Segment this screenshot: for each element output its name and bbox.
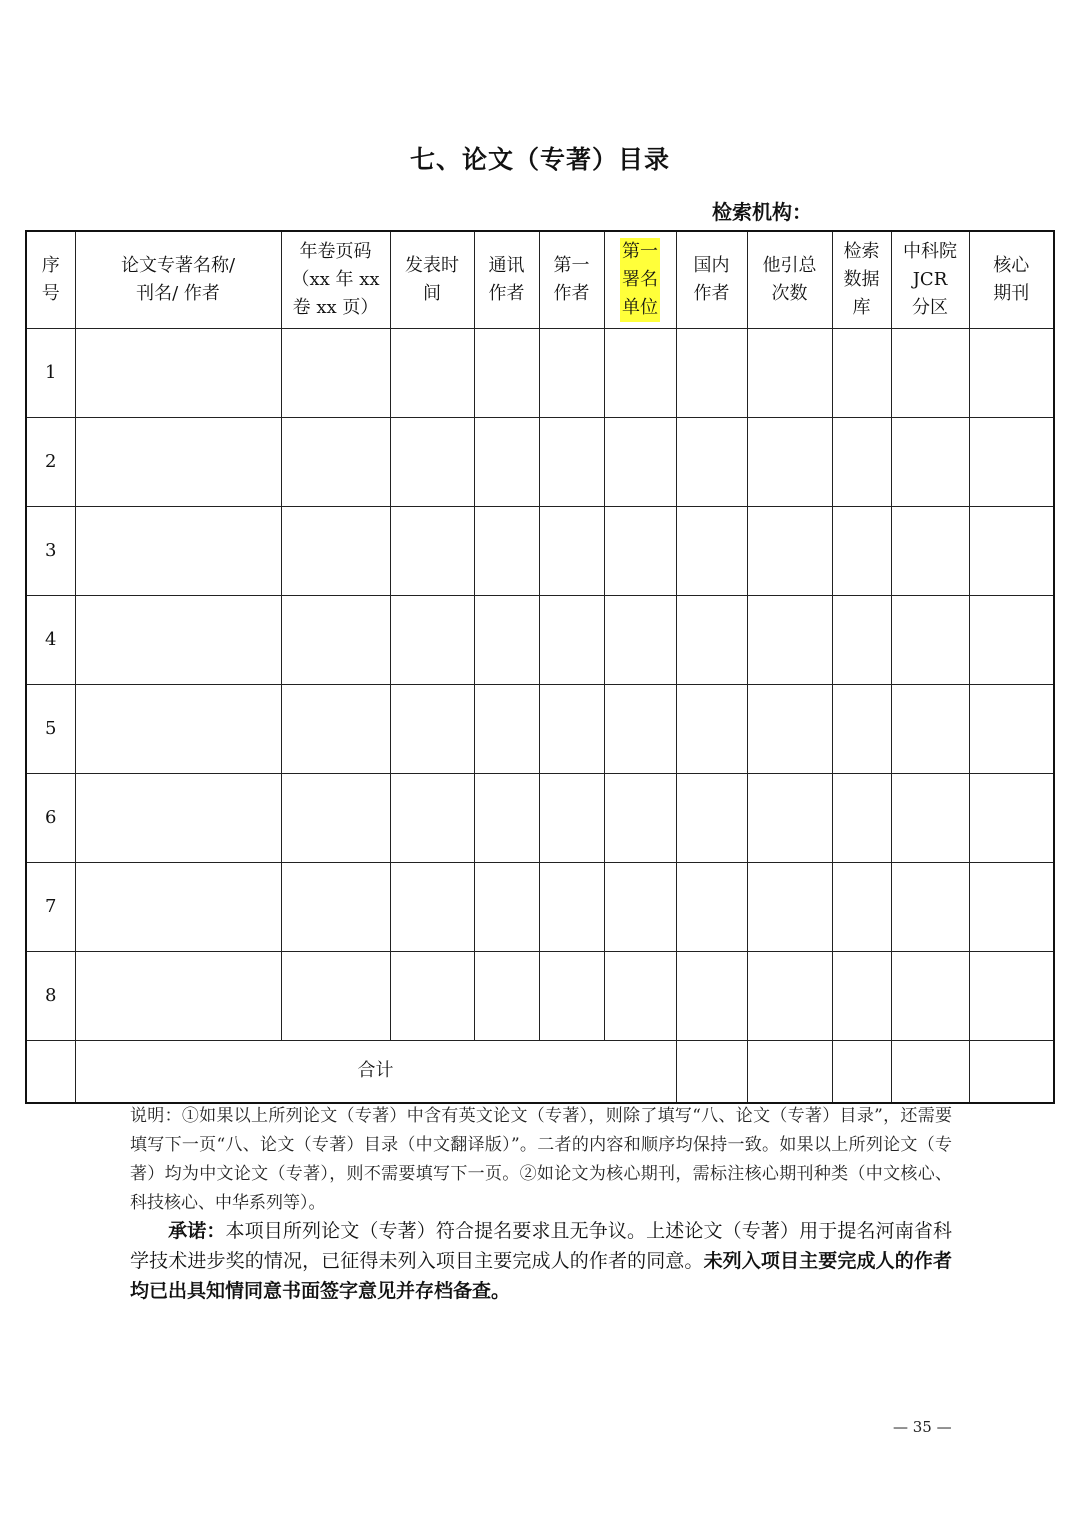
header-publish-time: 发表时 间 <box>390 231 474 328</box>
table-cell[interactable] <box>474 417 539 506</box>
table-cell[interactable] <box>969 328 1054 417</box>
table-cell[interactable] <box>832 328 891 417</box>
header-volume-pages: 年卷页码 （xx 年 xx 卷 xx 页） <box>281 231 390 328</box>
table-cell[interactable] <box>676 684 747 773</box>
table-cell[interactable] <box>539 506 604 595</box>
table-row <box>26 773 1054 862</box>
table-cell[interactable] <box>747 595 832 684</box>
table-cell[interactable] <box>969 595 1054 684</box>
promise-text: 本项目所列论文（专著）符合提名要求且无争议。上述论文（专著）用于提名河南省科学技术进步奖的情况，已征得未列入项目主要完成人的作者的同意。 <box>130 1220 952 1272</box>
table-cell[interactable] <box>75 595 281 684</box>
table-cell[interactable] <box>281 595 390 684</box>
table-cell[interactable] <box>969 951 1054 1040</box>
table-row <box>26 328 1054 417</box>
table-cell[interactable] <box>390 506 474 595</box>
table-cell[interactable] <box>390 684 474 773</box>
header-first-affiliation <box>604 231 676 328</box>
table-cell[interactable] <box>539 773 604 862</box>
table-cell[interactable] <box>604 951 676 1040</box>
table-cell[interactable] <box>969 684 1054 773</box>
total-row <box>26 1040 1054 1103</box>
table-row <box>26 417 1054 506</box>
table-cell[interactable] <box>747 773 832 862</box>
table-cell[interactable] <box>390 328 474 417</box>
table-cell[interactable] <box>832 951 891 1040</box>
table-cell[interactable] <box>891 328 969 417</box>
table-cell[interactable] <box>474 595 539 684</box>
table-cell[interactable] <box>604 684 676 773</box>
table-cell[interactable] <box>832 506 891 595</box>
row-number: 4 <box>26 595 75 684</box>
table-cell[interactable] <box>281 951 390 1040</box>
header-domestic-author: 国内 作者 <box>676 231 747 328</box>
table-cell[interactable] <box>604 595 676 684</box>
header-jcr-partition: 中科院 JCR 分区 <box>891 231 969 328</box>
table-row <box>26 506 1054 595</box>
table-cell[interactable] <box>604 328 676 417</box>
table-cell[interactable] <box>604 862 676 951</box>
table-cell[interactable] <box>539 862 604 951</box>
table-cell[interactable] <box>747 684 832 773</box>
table-cell[interactable] <box>891 417 969 506</box>
table-cell[interactable] <box>969 862 1054 951</box>
table-cell[interactable] <box>474 862 539 951</box>
table-cell[interactable] <box>604 417 676 506</box>
total-label: 合计 <box>75 1040 676 1103</box>
table-cell[interactable] <box>604 773 676 862</box>
header-citation-count: 他引总 次数 <box>747 231 832 328</box>
table-cell[interactable] <box>969 506 1054 595</box>
table-cell[interactable] <box>832 595 891 684</box>
table-cell[interactable] <box>832 417 891 506</box>
table-cell[interactable] <box>747 417 832 506</box>
table-row <box>26 862 1054 951</box>
table-cell[interactable] <box>969 773 1054 862</box>
promise-paragraph <box>130 1216 952 1306</box>
row-number: 5 <box>26 684 75 773</box>
table-cell[interactable] <box>969 417 1054 506</box>
table-cell[interactable] <box>474 506 539 595</box>
table-cell[interactable] <box>390 862 474 951</box>
paper-catalog-table <box>25 230 1055 1104</box>
highlighted-text: 第一 署名 单位 <box>620 238 660 322</box>
notes-paragraph: 说明：①如果以上所列论文（专著）中含有英文论文（专著），则除了填写“八、论文（专著）目录”，还需要填写下一页“八、论文（专著）目录（中文翻译版）”。二者的内容和顺序均保持一致。如果以上所列论文（专著）均为中文论文（专著），则不需要填写下一页。②如论文为核心期刊，需标注核心期刊种类（中文核心、科技核心、中华系列等）。 <box>130 1106 952 1213</box>
table-cell[interactable] <box>676 328 747 417</box>
table-cell[interactable] <box>747 862 832 951</box>
table-cell[interactable] <box>75 506 281 595</box>
table-cell[interactable] <box>891 862 969 951</box>
table-header-row <box>26 231 1054 328</box>
table-cell[interactable] <box>676 506 747 595</box>
table-cell[interactable] <box>539 951 604 1040</box>
table-cell[interactable] <box>281 773 390 862</box>
table-cell[interactable] <box>281 417 390 506</box>
table-cell[interactable] <box>281 328 390 417</box>
table-cell[interactable] <box>390 417 474 506</box>
total-cell <box>832 1040 891 1103</box>
header-corresponding-author: 通讯 作者 <box>474 231 539 328</box>
table-cell[interactable] <box>75 862 281 951</box>
table-row <box>26 595 1054 684</box>
table-cell[interactable] <box>539 684 604 773</box>
table-cell[interactable] <box>75 951 281 1040</box>
table-cell[interactable] <box>75 684 281 773</box>
table-cell[interactable] <box>390 595 474 684</box>
table-cell[interactable] <box>604 506 676 595</box>
table-cell[interactable] <box>676 595 747 684</box>
table-cell[interactable] <box>832 773 891 862</box>
header-core-journal: 核心 期刊 <box>969 231 1054 328</box>
page-title: 七、论文（专著）目录 <box>409 145 670 174</box>
row-number: 3 <box>26 506 75 595</box>
total-cell <box>747 1040 832 1103</box>
table-cell[interactable] <box>390 951 474 1040</box>
table-cell[interactable] <box>832 684 891 773</box>
total-cell <box>969 1040 1054 1103</box>
table-cell[interactable] <box>539 595 604 684</box>
table-cell[interactable] <box>474 773 539 862</box>
row-number: 6 <box>26 773 75 862</box>
table-cell[interactable] <box>891 595 969 684</box>
row-number: 7 <box>26 862 75 951</box>
total-cell <box>891 1040 969 1103</box>
table-cell[interactable] <box>891 951 969 1040</box>
row-number: 2 <box>26 417 75 506</box>
header-title: 论文专著名称/ 刊名/ 作者 <box>75 231 281 328</box>
table-cell[interactable] <box>676 417 747 506</box>
table-cell[interactable] <box>539 328 604 417</box>
table-cell[interactable] <box>747 328 832 417</box>
page-number: — 35 — <box>893 1418 952 1436</box>
table-cell[interactable] <box>390 773 474 862</box>
table-row <box>26 951 1054 1040</box>
table-cell[interactable] <box>474 951 539 1040</box>
table-row <box>26 684 1054 773</box>
search-agency-label: 检索机构： <box>712 200 812 224</box>
header-first-author: 第一 作者 <box>539 231 604 328</box>
total-cell <box>676 1040 747 1103</box>
table-cell[interactable] <box>891 773 969 862</box>
table-cell[interactable] <box>891 684 969 773</box>
table-cell[interactable] <box>676 862 747 951</box>
table-cell[interactable] <box>676 773 747 862</box>
table-cell[interactable] <box>747 951 832 1040</box>
promise-bold-text: 未列入项目主要完成人的作者均已出具知情同意书面签字意见并存档备查。 <box>130 1250 952 1302</box>
table-cell[interactable] <box>75 773 281 862</box>
table-cell[interactable] <box>832 862 891 951</box>
row-number: 8 <box>26 951 75 1040</box>
table-cell[interactable] <box>474 684 539 773</box>
table-cell[interactable] <box>75 328 281 417</box>
header-seq: 序 号 <box>26 231 75 328</box>
promise-label: 承诺： <box>168 1220 226 1242</box>
table-cell[interactable] <box>281 862 390 951</box>
table-cell[interactable] <box>891 506 969 595</box>
table-cell[interactable] <box>281 506 390 595</box>
total-seq-cell <box>26 1040 75 1103</box>
row-number: 1 <box>26 328 75 417</box>
header-search-database: 检索 数据 库 <box>832 231 891 328</box>
table-cell[interactable] <box>747 506 832 595</box>
table-cell[interactable] <box>75 417 281 506</box>
table-cell[interactable] <box>474 328 539 417</box>
table-cell[interactable] <box>676 951 747 1040</box>
table-cell[interactable] <box>281 684 390 773</box>
table-cell[interactable] <box>539 417 604 506</box>
